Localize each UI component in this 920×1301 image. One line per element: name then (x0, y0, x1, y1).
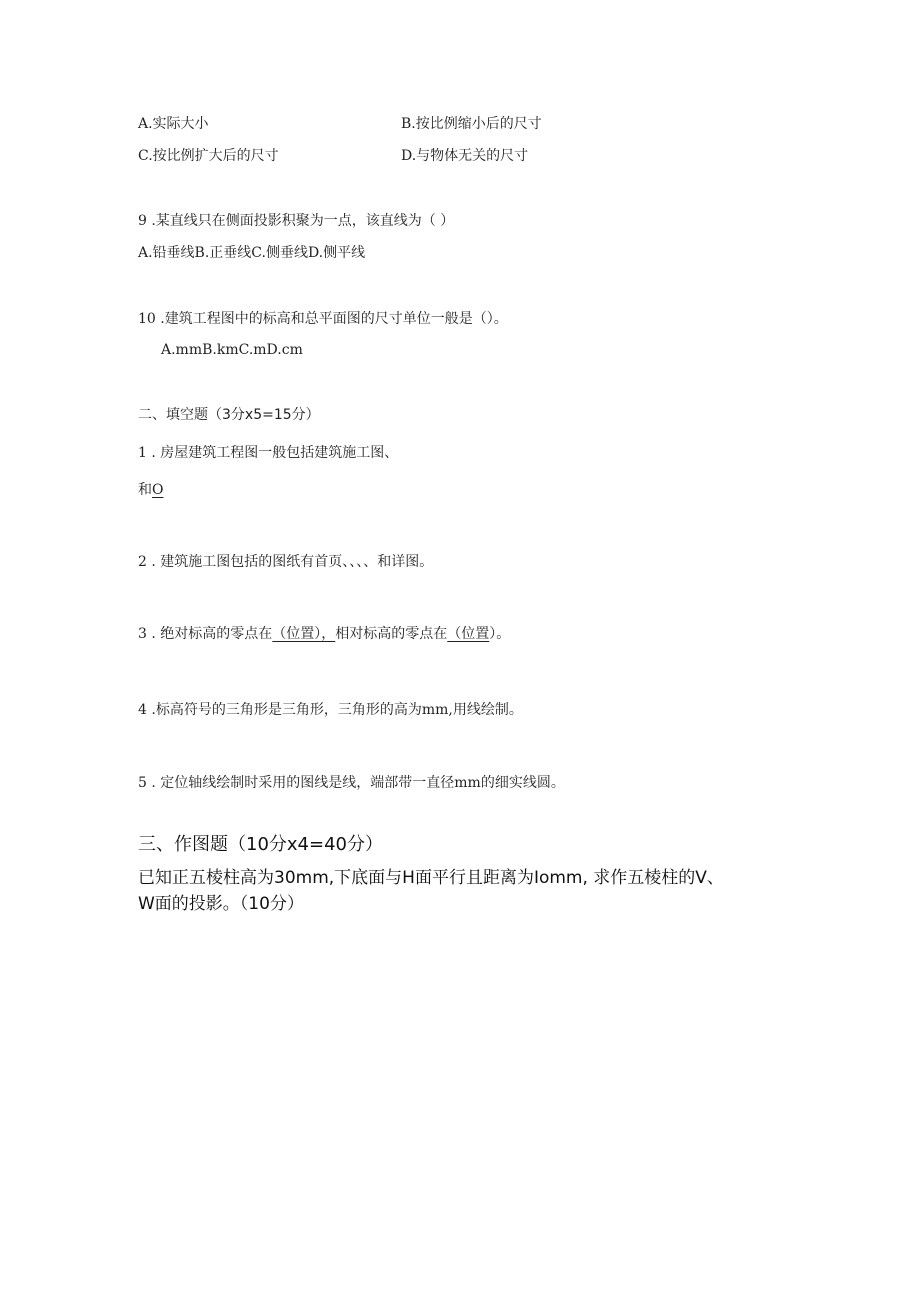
fill-blank: O (152, 482, 164, 498)
fill-item-3 (138, 624, 510, 644)
section3-question-line1: 已知正五棱柱高为30mm,下底面与H面平行且距离为Iomm, 求作五棱柱的V、 (138, 868, 724, 888)
fill-item-text: 和 (138, 482, 152, 498)
fill-item-1 (138, 443, 398, 463)
section3-question-line2: W面的投影。（10分） (138, 894, 304, 914)
fill-item-5 (138, 773, 565, 793)
section3-title: 三、作图题（10分x4=40分） (138, 834, 383, 855)
fill-item-number: 5 (138, 775, 147, 791)
section2-title: 二、填空题（3分x5=15分） (138, 407, 320, 423)
fill-item-1-continuation (138, 480, 163, 500)
fill-item-number: 3 (138, 626, 147, 642)
fill-item-text: . 房屋建筑工程图一般包括建筑施工图、 (146, 445, 399, 461)
fill-item-text: ）。 (489, 626, 511, 642)
fill-item-number: 4 (138, 702, 147, 718)
fill-item-text: . 建筑施工图包括的图纸有首页、、、、和详图。 (146, 554, 434, 570)
fill-item-number: 2 (138, 554, 147, 570)
fill-item-text: . 定位轴线绘制时采用的图线是线，端部带一直径mm的细实线圆。 (146, 775, 565, 791)
q8-option-d: D.与物体无关的尺寸 (401, 148, 529, 164)
q8-option-b: B.按比例缩小后的尺寸 (401, 116, 542, 132)
fill-item-2 (138, 552, 433, 572)
q8-option-a: A.实际大小 (138, 116, 209, 132)
q8-option-c: C.按比例扩大后的尺寸 (138, 148, 279, 164)
q9-options: A.铅垂线B.正垂线C.侧垂线D.侧平线 (138, 245, 366, 261)
q10-stem: 10 .建筑工程图中的标高和总平面图的尺寸单位一般是（）。 (138, 311, 508, 327)
q10-options: A.mmB.kmC.mD.cm (161, 342, 303, 358)
fill-item-4 (138, 700, 523, 720)
q9-stem: 9 .某直线只在侧面投影积聚为一点，该直线为（ ） (138, 213, 455, 229)
fill-blank: （位置 (447, 626, 490, 642)
fill-item-number: 1 (138, 445, 147, 461)
fill-item-text: 相对标高的零点在 (335, 626, 448, 642)
fill-item-text: .标高符号的三角形是三角形，三角形的高为mm,用线绘制。 (146, 702, 523, 718)
fill-blank: （位置）， (272, 626, 336, 642)
fill-item-text: . 绝对标高的零点在 (146, 626, 273, 642)
